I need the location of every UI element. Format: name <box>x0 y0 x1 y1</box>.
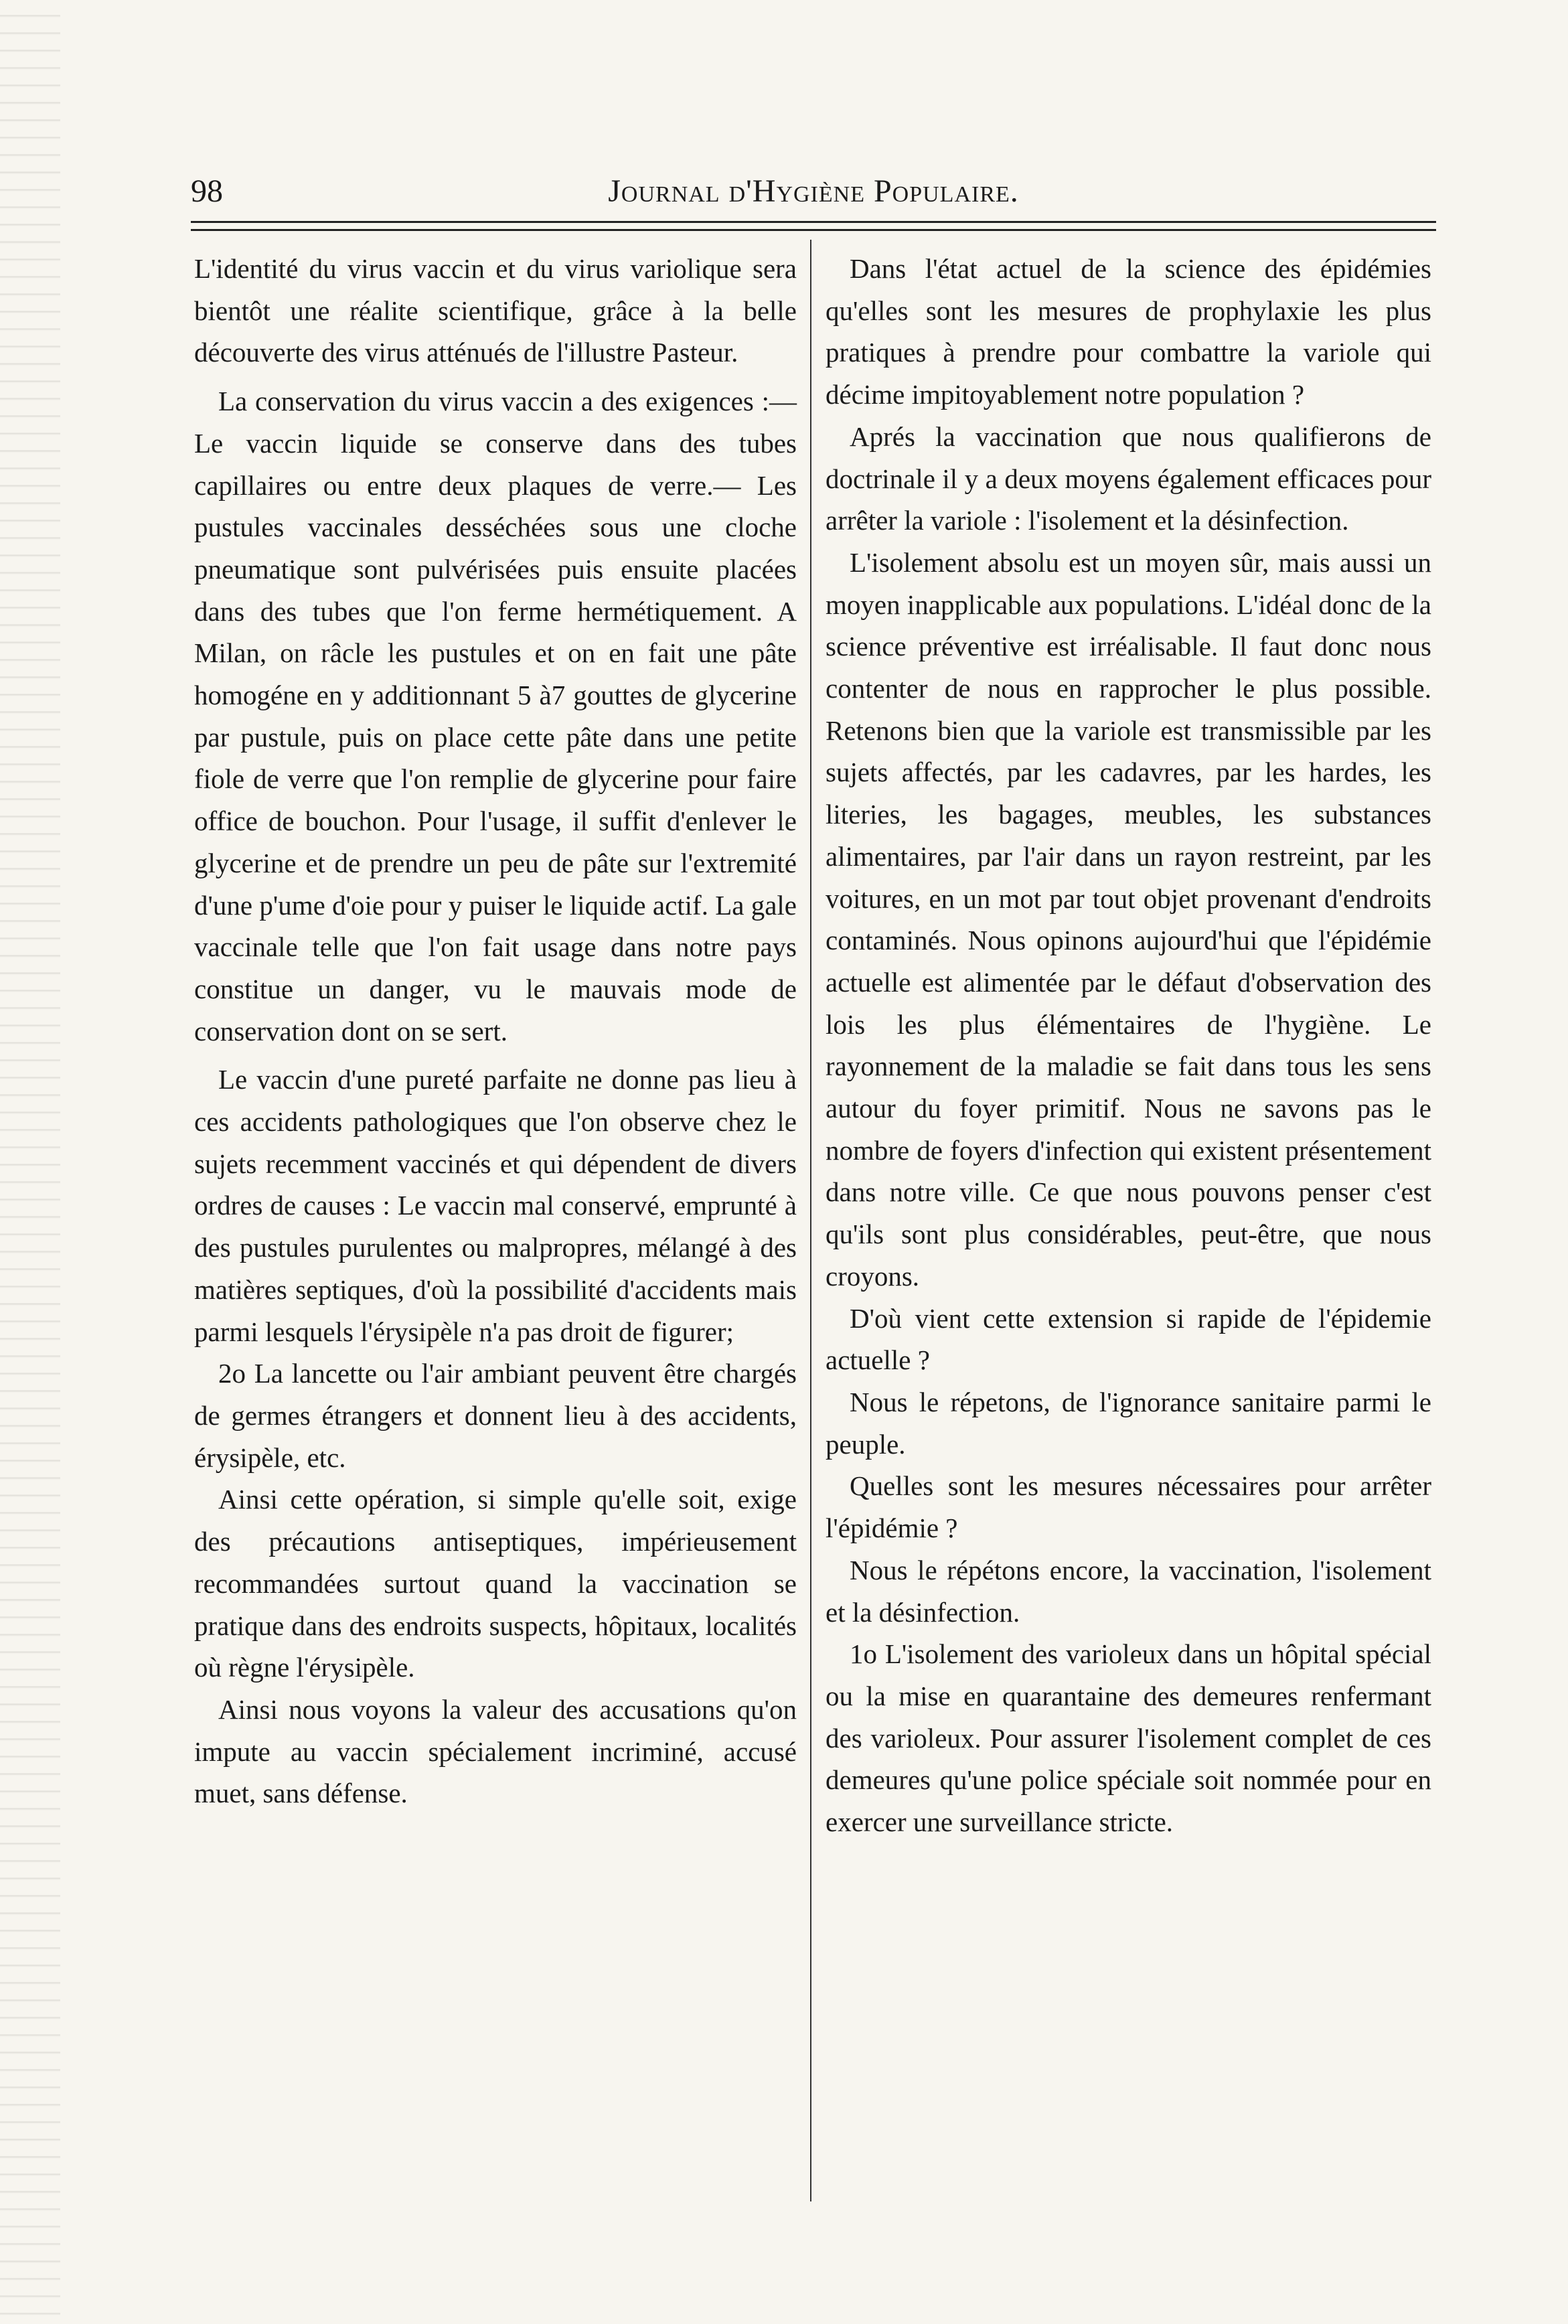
paragraph: Nous le répétons encore, la vaccination, l'isolement et la désinfection. <box>826 1554 1431 1628</box>
page-header <box>191 173 1436 213</box>
paragraph: L'identité du virus vaccin et du virus variolique sera bientôt une réalite scientifique, grâce à la belle découverte des virus atténués de l'illustre Pasteur. <box>194 253 797 368</box>
scan-edge-noise <box>0 0 60 2324</box>
paragraph: La conservation du virus vaccin a des exigences :— Le vaccin liquide se conserve dans des tubes capillaires ou entre deux plaques de verre.— Les pustules vaccinales desséchées sous une cloche pneumatique sont pulvérisées puis ensuite placées dans des tubes que l'on ferme hermétiquement. A Milan, on râcle les pustules et on en fait une pâte homogéne en y additionnant 5 à7 gouttes de glycerine par pustule, puis on place cette pâte dans une petite fiole de verre que l'on remplie de glycerine pour faire office de bouchon. Pour l'usage, il suffit d'enlever le glycerine et de prendre un peu de pâte sur l'extremité d'une p'ume d'oie pour y puiser le liquide actif. La gale vaccinale telle que l'on fait usage dans notre pays constitue un danger, vu le mauvais mode de conservation dont on se sert. <box>194 386 797 1047</box>
paragraph: Dans l'état actuel de la science des épidémies qu'elles sont les mesures de prophylaxie les plus pratiques à prendre pour combattre la variole qui décime impitoyablement notre population ? <box>826 253 1431 410</box>
paragraph: Ainsi nous voyons la valeur des accusations qu'on impute au vaccin spécialement incriminé, accusé muet, sans défense. <box>194 1693 797 1809</box>
paragraph: D'où vient cette extension si rapide de l'épidemie actuelle ? <box>826 1302 1431 1376</box>
paragraph: L'isolement absolu est un moyen sûr, mais aussi un moyen inapplicable aux populations. L'idéal donc de la science préventive est irréalisable. Il faut donc nous contenter de nous en rapprocher le plus possible. Retenons bien que la variole est transmissible par les sujets affectés, par les cadavres, par les hardes, les literies, les bagages, meubles, les substances alimentaires, par l'air dans un rayon restreint, par les voitures, en un mot par tout objet provenant d'endroits contaminés. Nous opinons aujourd'hui que l'épidémie actuelle est alimentée par le défaut d'observation des lois les plus élémentaires de l'hygiène. Le rayonnement de la maladie se fait dans tous les sens autour du foyer primitif. Nous ne savons pas le nombre de foyers d'infection qui existent présentement dans notre ville. Ce que nous pouvons penser c'est qu'ils sont plus considérables, peut-être, que nous croyons. <box>826 546 1431 1292</box>
column-divider <box>810 240 811 2201</box>
paragraph: 1o L'isolement des varioleux dans un hôpital spécial ou la mise en quarantaine des demeures renfermant des varioleux. Pour assurer l'isolement complet de ces demeures qu'une police spéciale soit nommée pour en exercer une surveillance stricte. <box>826 1638 1431 1838</box>
paragraph: Aprés la vaccination que nous qualifierons de doctrinale il y a deux moyens également efficaces pour arrêter la variole : l'isolement et la désinfection. <box>826 420 1431 536</box>
paragraph: Quelles sont les mesures nécessaires pour arrêter l'épidémie ? <box>826 1470 1431 1544</box>
header-rule-bottom <box>191 229 1436 231</box>
paragraph: 2o La lancette ou l'air ambiant peuvent être chargés de germes étrangers et donnent lieu à des accidents, érysipèle, etc. <box>194 1358 797 1473</box>
running-title: Journal d'Hygiène Populaire. <box>608 173 1019 209</box>
paragraph: Nous le répetons, de l'ignorance sanitaire parmi le peuple. <box>826 1386 1431 1460</box>
paragraph: Le vaccin d'une pureté parfaite ne donne pas lieu à ces accidents pathologiques que l'on observe chez le sujets recemment vaccinés et qui dépendent de divers ordres de causes : Le vaccin mal conservé, emprunté à des pustules purulentes ou malpropres, mélangé à des matières septiques, d'où la possibilité d'accidents mais parmi lesquels l'érysipèle n'a pas droit de figurer; <box>194 1064 797 1347</box>
paragraph: Ainsi cette opération, si simple qu'elle soit, exige des précautions antiseptiques, impérieusement recommandées surtout quand la vaccination se pratique dans des endroits suspects, hôpitaux, localités où règne l'érysipèle. <box>194 1484 797 1683</box>
header-rule-top <box>191 221 1436 223</box>
left-column <box>194 248 797 1814</box>
right-column <box>826 248 1431 1843</box>
page-number: 98 <box>191 173 223 209</box>
